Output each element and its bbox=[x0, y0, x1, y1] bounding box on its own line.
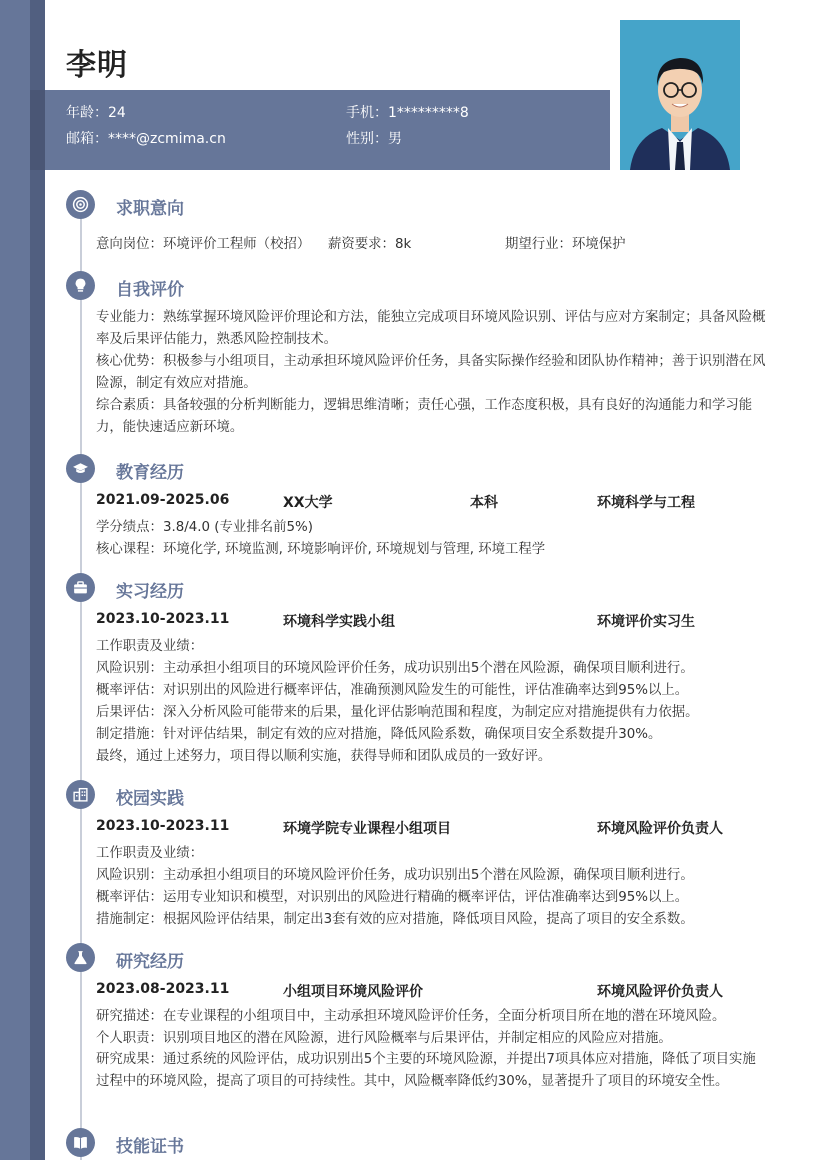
left-accent-strip-inner bbox=[30, 0, 45, 1160]
bulb-icon bbox=[66, 271, 95, 300]
target-icon bbox=[66, 190, 95, 219]
research-line-2: 个人职责：识别项目地区的潜在风险源，进行风险概率与后果评估，并制定相应的风险应对措施。 bbox=[96, 1031, 672, 1046]
intent-industry: 期望行业：环境保护 bbox=[505, 237, 626, 252]
internship-line-4: 后果评估：深入分析风险可能带来的后果，量化评估影响范围和程度，为制定应对措施提供有力依据。 bbox=[96, 705, 699, 720]
education-gpa: 学分绩点：3.8/4.0 (专业排名前5%) bbox=[96, 520, 313, 535]
research-date: 2023.08-2023.11 bbox=[96, 981, 230, 997]
intent-salary: 薪资要求：8k bbox=[328, 237, 412, 252]
education-date: 2021.09-2025.06 bbox=[96, 492, 230, 508]
internship-line-5: 制定措施：针对评估结果，制定有效的应对措施，降低风险系数，确保项目安全系数提升30%。 bbox=[96, 727, 662, 742]
gender-value: 男 bbox=[388, 131, 402, 147]
education-courses: 核心课程：环境化学, 环境监测, 环境影响评价, 环境规划与管理, 环境工程学 bbox=[96, 542, 546, 557]
education-school: XX大学 bbox=[283, 495, 333, 511]
internship-line-6: 最终，通过上述努力，项目得以顺利实施，获得导师和团队成员的一致好评。 bbox=[96, 749, 552, 764]
research-line-1: 研究描述：在专业课程的小组项目中，主动承担环境风险评价任务，全面分析项目所在地的潜在环境风险。 bbox=[96, 1009, 726, 1024]
gender-label: 性别： bbox=[346, 131, 388, 147]
campus-role: 环境风险评价负责人 bbox=[597, 821, 723, 837]
graduation-cap-icon bbox=[66, 454, 95, 483]
email-row bbox=[66, 128, 226, 148]
book-icon bbox=[66, 1128, 95, 1157]
internship-line-1: 工作职责及业绩： bbox=[96, 639, 204, 654]
email-value: ****@zcmima.cn bbox=[108, 131, 226, 147]
section-title-research: 研究经历 bbox=[116, 952, 184, 972]
phone-value: 1*********8 bbox=[388, 105, 469, 121]
campus-org: 环境学院专业课程小组项目 bbox=[283, 821, 451, 837]
age-row bbox=[66, 102, 126, 122]
profile-photo bbox=[620, 20, 740, 170]
campus-line-3: 概率评估：运用专业知识和模型，对识别出的风险进行精确的概率评估，评估准确率达到95%以上。 bbox=[96, 890, 689, 905]
intent-position: 意向岗位：环境评价工程师（校招） bbox=[96, 237, 311, 252]
age-value: 24 bbox=[108, 105, 126, 121]
age-label: 年龄： bbox=[66, 105, 108, 121]
research-org: 小组项目环境风险评价 bbox=[283, 984, 423, 1000]
education-degree: 本科 bbox=[470, 495, 498, 511]
self-eval-quality: 综合素质：具备较强的分析判断能力，逻辑思维清晰；责任心强，工作态度积极，具有良好的沟通能力和学习能力，能快速适应新环境。 bbox=[96, 398, 753, 435]
left-accent-strip bbox=[0, 0, 30, 1160]
research-role: 环境风险评价负责人 bbox=[597, 984, 723, 1000]
campus-line-2: 风险识别：主动承担小组项目的环境风险评价任务，成功识别出5个潜在风险源，确保项目顺利进行。 bbox=[96, 868, 694, 883]
timeline-line bbox=[80, 205, 82, 1160]
research-line-3: 研究成果：通过系统的风险评估，成功识别出5个主要的环境风险源，并提出7项具体应对措施，降低了项目实施过程中的环境风险，提高了项目的可持续性。其中，风险概率降低约30%，显著提升了项目的环境安全性。 bbox=[96, 1052, 756, 1089]
section-title-campus: 校园实践 bbox=[116, 789, 184, 809]
self-eval-strength: 核心优势：积极参与小组项目，主动承担环境风险评价任务，具备实际操作经验和团队协作精神；善于识别潜在风险源，制定有效应对措施。 bbox=[96, 354, 766, 391]
campus-line-4: 措施制定：根据风险评估结果，制定出3套有效的应对措施，降低项目风险，提高了项目的安全系数。 bbox=[96, 912, 694, 927]
campus-date: 2023.10-2023.11 bbox=[96, 818, 230, 834]
email-label: 邮箱： bbox=[66, 131, 108, 147]
briefcase-icon bbox=[66, 573, 95, 602]
building-icon bbox=[66, 780, 95, 809]
self-eval-text bbox=[96, 307, 768, 439]
internship-role: 环境评价实习生 bbox=[597, 614, 695, 630]
internship-line-2: 风险识别：主动承担小组项目的环境风险评价任务，成功识别出5个潜在风险源，确保项目顺利进行。 bbox=[96, 661, 694, 676]
section-title-skills: 技能证书 bbox=[116, 1137, 184, 1157]
education-major: 环境科学与工程 bbox=[597, 495, 695, 511]
phone-label: 手机： bbox=[346, 105, 388, 121]
flask-icon bbox=[66, 943, 95, 972]
info-band-edge bbox=[30, 90, 45, 170]
section-title-internship: 实习经历 bbox=[116, 582, 184, 602]
internship-date: 2023.10-2023.11 bbox=[96, 611, 230, 627]
internship-org: 环境科学实践小组 bbox=[283, 614, 395, 630]
internship-line-3: 概率评估：对识别出的风险进行概率评估，准确预测风险发生的可能性，评估准确率达到95%以上。 bbox=[96, 683, 689, 698]
campus-line-1: 工作职责及业绩： bbox=[96, 846, 204, 861]
phone-row bbox=[346, 102, 469, 122]
section-title-self-eval: 自我评价 bbox=[116, 280, 184, 300]
gender-row bbox=[346, 128, 402, 148]
self-eval-professional: 专业能力：熟练掌握环境风险评价理论和方法，能独立完成项目环境风险识别、评估与应对方案制定；具备风险概率及后果评估能力，熟悉风险控制技术。 bbox=[96, 310, 766, 347]
candidate-name: 李明 bbox=[66, 48, 128, 83]
section-title-education: 教育经历 bbox=[116, 463, 184, 483]
section-title-intent: 求职意向 bbox=[116, 199, 184, 219]
